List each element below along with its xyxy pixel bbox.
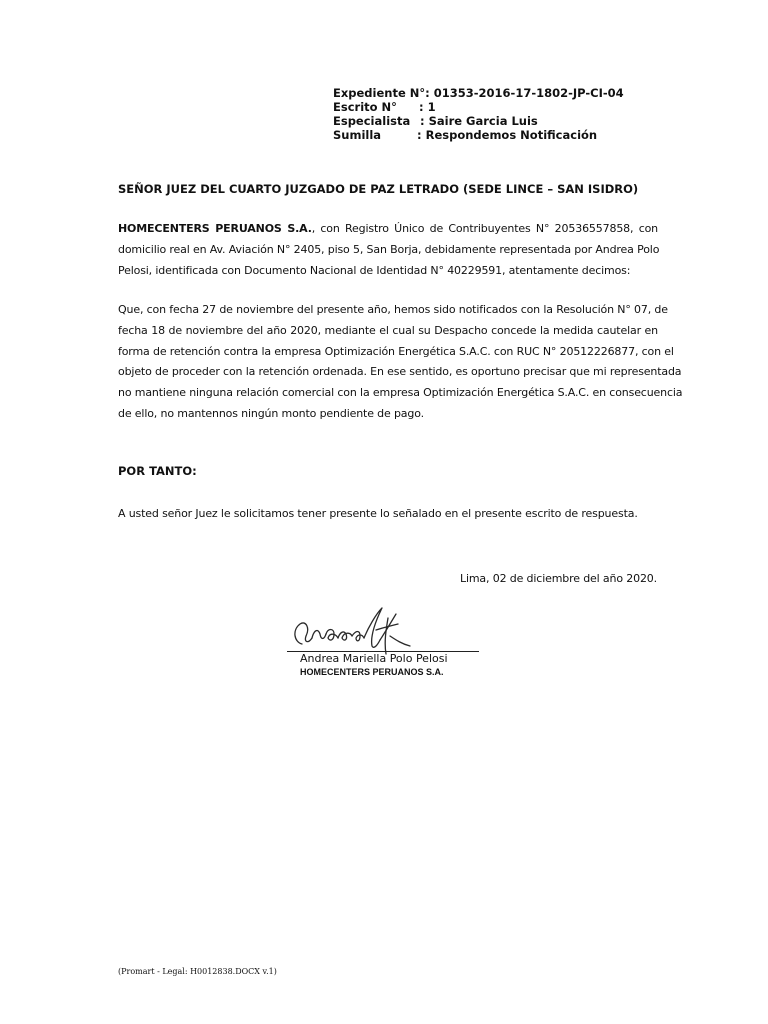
intro-paragraph bbox=[118, 219, 658, 281]
especialista-label: Especialista bbox=[333, 114, 411, 128]
document-footer: (Promart - Legal: H0012838.DOCX v.1) bbox=[118, 967, 277, 976]
company-name: HOMECENTERS PERUANOS S.A. bbox=[118, 222, 312, 235]
sumilla-value: : Respondemos Notificación bbox=[417, 128, 598, 142]
expediente-label: Expediente N°: bbox=[333, 86, 430, 100]
signature-strokes bbox=[295, 608, 410, 654]
signatory-company: HOMECENTERS PERUANOS S.A. bbox=[300, 667, 444, 677]
body-line: forma de retención contra la empresa Optimización Energética S.A.C. con RUC N° 20512226877, con el bbox=[118, 344, 674, 358]
body-line: objeto de proceder con la retención ordenada. En ese sentido, es oportuno precisar que mi representada bbox=[118, 365, 682, 379]
escrito-label: Escrito N° bbox=[333, 100, 397, 114]
por-tanto-heading: POR TANTO: bbox=[118, 464, 197, 478]
intro-line: , con Registro Único de Contribuyentes N° 20536557858, con bbox=[311, 222, 658, 235]
especialista-row bbox=[333, 114, 624, 128]
body-line: Que, con fecha 27 de noviembre del presente año, hemos sido notificados con la Resolución N° 07, de bbox=[118, 303, 668, 316]
especialista-value: : Saire Garcia Luis bbox=[420, 114, 538, 128]
sumilla-label: Sumilla bbox=[333, 128, 382, 142]
signatory-name: Andrea Mariella Polo Pelosi bbox=[300, 652, 448, 665]
body-line: fecha 18 de noviembre del año 2020, mediante el cual su Despacho concede la medida cautelar en bbox=[118, 323, 658, 337]
expediente-row bbox=[333, 86, 624, 100]
date-line: Lima, 02 de diciembre del año 2020. bbox=[459, 572, 657, 585]
expediente-value: 01353-2016-17-1802-JP-CI-04 bbox=[433, 86, 624, 100]
body-line: de ello, no mantennos ningún monto pendiente de pago. bbox=[118, 406, 424, 420]
case-header bbox=[333, 86, 624, 142]
body-line: no mantiene ninguna relación comercial con la empresa Optimización Energética S.A.C. en consecuencia bbox=[118, 386, 683, 400]
escrito-row bbox=[333, 100, 624, 114]
intro-line: domicilio real en Av. Aviación N° 2405, piso 5, San Borja, debidamente representada por Andrea Polo bbox=[118, 242, 660, 256]
escrito-value: : 1 bbox=[419, 100, 436, 114]
request-text: A usted señor Juez le solicitamos tener presente lo señalado en el presente escrito de respuesta. bbox=[118, 507, 638, 520]
intro-line: Pelosi, identificada con Documento Nacional de Identidad N° 40229591, atentamente decimos: bbox=[118, 263, 631, 277]
addressee-heading: SEÑOR JUEZ DEL CUARTO JUZGADO DE PAZ LETRADO (SEDE LINCE – SAN ISIDRO) bbox=[118, 182, 639, 196]
body-paragraph bbox=[118, 300, 683, 425]
sumilla-row bbox=[333, 128, 624, 142]
